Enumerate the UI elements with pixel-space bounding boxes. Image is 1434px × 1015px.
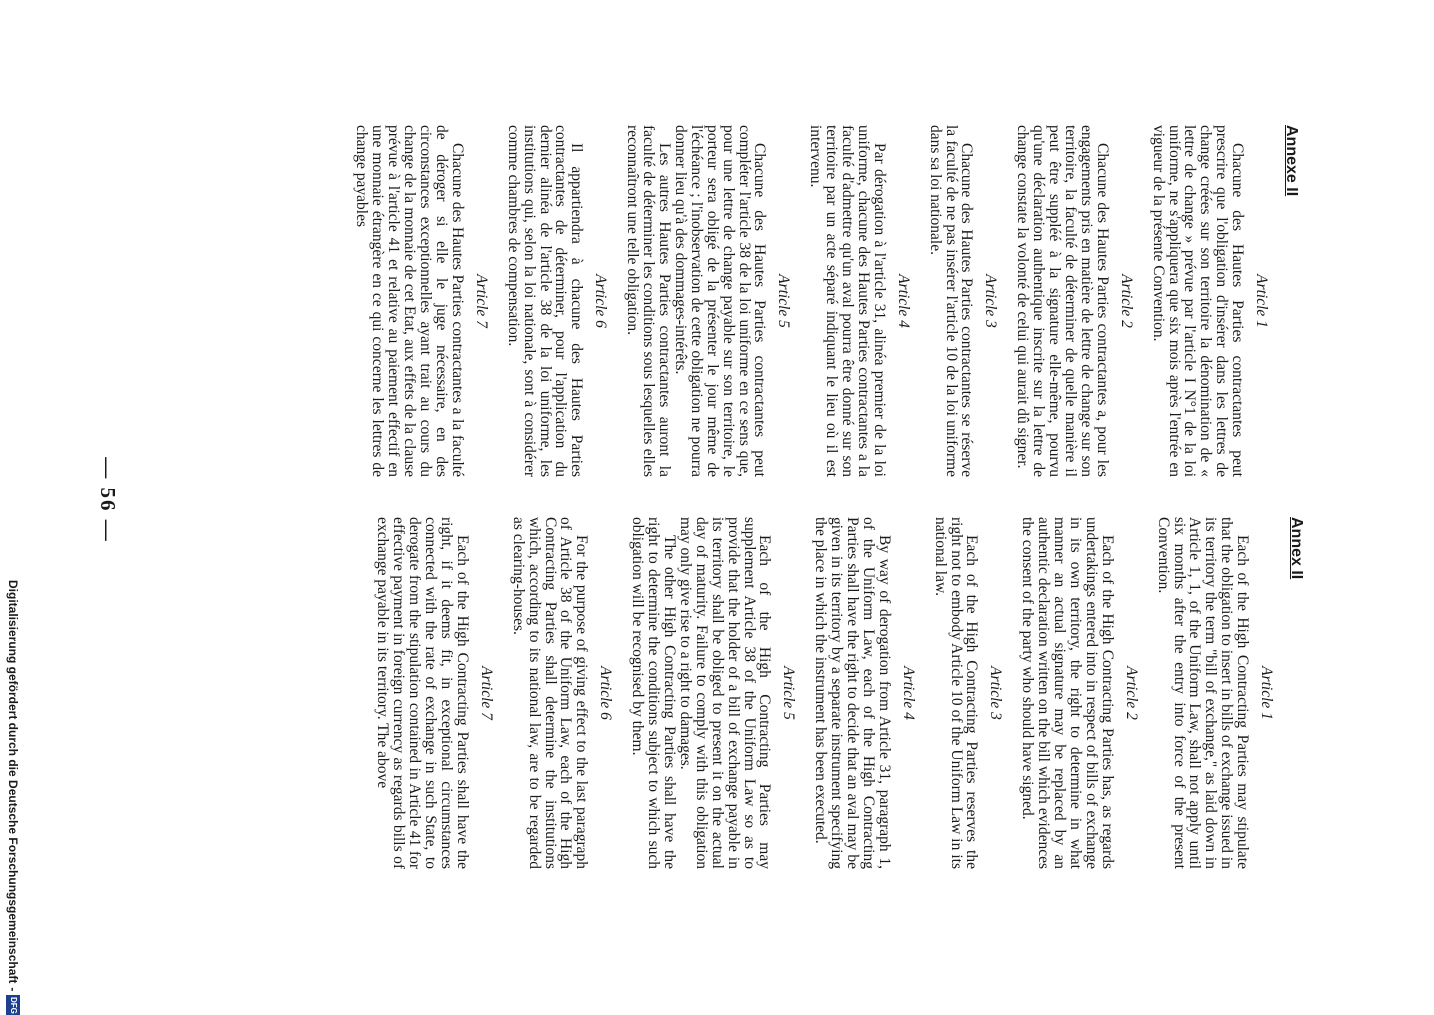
- english-article-5-text-2: The other High Contracting Parties shall have the right to determine the conditions subject to which such obligation will be recognised by them.: [629, 517, 678, 869]
- french-article-1-heading: Article 1: [1253, 274, 1271, 328]
- english-article-7-text: Each of the High Contracting Parties shall have the right, if it deems fit, in exceptional circumstances connected with the rate of exchange in such State, to derogate from the stipulation contained in Article 41 for effective payment in foreign currency as regards bills of exchange payable in its territory. The above: [374, 517, 471, 869]
- english-column: [375, 517, 1305, 869]
- dfg-logo: DFG: [6, 995, 20, 1015]
- french-article-6-text: Il appartiendra à chacune des Hautes Parties contractantes de déterminer, pour l'application du dernier alinéa de l'article 38 de la loi uniforme, les institutions qui, selon la loi nationale, sont à considérer comme chambres de compensation.: [504, 125, 586, 477]
- french-annex-title: Annexe II: [1283, 125, 1300, 197]
- french-article-7-heading: Article 7: [472, 274, 490, 328]
- english-article-4-text: By way of derogation from Article 31, paragraph 1, of the Uniform Law, each of the High Contracting Parties shall have the right to decide that an aval may be given in its territory by a separate instrument specifying the place in which the instrument has been executed.: [812, 517, 893, 869]
- english-article-2-text: Each of the High Contracting Parties has, as regards undertakings entered into in respect of bills of exchange in its own territory, the right to determine in what manner an actual signature may be replaced by an authentic declaration written on the bill which evidences the consent of the party who should have signed.: [1019, 517, 1116, 869]
- french-article-7-text: Chacune des Hautes Parties contractantes a la faculté de déroger si elle le juge nécessaire, en des circonstances exceptionnelles ayant trait au cours du change de la monnaie de cet Etat, aux effets de la clause prévue à l'article 41 et relative au paiement effectif en une monnaie étrangère en ce qui concerne les lettres de change payables: [353, 125, 466, 477]
- english-annex-title: Annex II: [1288, 517, 1305, 580]
- page-number: — 56 —: [96, 457, 120, 543]
- french-article-5-text-2: Les autres Hautes Parties contractantes auront la faculté de déterminer les conditions sous lesquelles elles reconnaîtront une telle obligation.: [624, 125, 673, 477]
- french-article-1-text: Chacune des Hautes Parties contractantes peut prescrire que l'obligation d'insérer dans les lettres de change créées sur son territoire la dénomination de « lettre de change » prévue par l'article I N°1 de la loi uniforme, ne s'appliquera que six mois après l'entrée en vigueur de la présente Convention.: [1149, 125, 1247, 477]
- english-article-6-text: For the purpose of giving effect to the last paragraph of Article 38 of the Uniform Law, each of the High Contracting Parties shall determine the institutions which, according to its national law, are to be regarded as clearing-houses.: [509, 517, 591, 869]
- funding-stamp: Digitalisierung gefördert durch die Deutsche Forschungsgemeinschaft - DFG: [6, 580, 20, 1014]
- french-article-6-heading: Article 6: [592, 274, 610, 328]
- english-article-2-heading: Article 2: [1122, 666, 1140, 720]
- english-article-6-heading: Article 6: [597, 666, 615, 720]
- funding-note: Digitalisierung gefördert durch die Deutsche Forschungsgemeinschaft: [6, 580, 20, 984]
- english-article-5-heading: Article 5: [780, 666, 798, 720]
- english-article-3-text: Each of the High Contracting Parties reserves the right not to embody Article 10 of the Uniform Law in its national law.: [931, 517, 981, 869]
- english-article-1-heading: Article 1: [1258, 666, 1276, 720]
- french-article-5-text: Chacune des Hautes Parties contractantes peut compléter l'article 38 de la loi uniforme en ce sens que, pour une lettre de change payable sur son territoire, le porteur sera obligé de la présenter le jour même de l'échéance ; l'inobservation de cette obligation ne pourra donner lieu qu'à des dommages-intérêts.: [671, 125, 769, 477]
- french-article-2-text: Chacune des Hautes Parties contractantes a, pour les engagements pris en matière de lettre de change sur son territoire, la faculté de déterminer de quelle manière il peut être suppléé à la signature elle-même, pourvu qu'une déclaration authentique inscrite sur la lettre de change constate la volonté de celui qui aurait dû signer.: [1014, 125, 1111, 477]
- french-article-5-heading: Article 5: [775, 274, 793, 328]
- english-article-3-heading: Article 3: [987, 666, 1005, 720]
- french-article-4-text: Par dérogation à l'article 31, alinéa premier de la loi uniforme, chacune des Hautes Parties contractantes a la faculté d'admettre qu'un aval pourra être donné sur son territoire par un acte séparé indiquant le lieu où il est intervenu.: [807, 125, 888, 477]
- english-article-1-text: Each of the High Contracting Parties may stipulate that the obligation to insert in bills of exchange issued in its territory the term "bill of exchange," as laid down in Article 1, 1, of the Uniform Law, shall not apply until six months after the entry into force of the present Convention.: [1154, 517, 1252, 869]
- english-article-4-heading: Article 4: [899, 666, 917, 720]
- french-article-2-heading: Article 2: [1117, 274, 1135, 328]
- french-article-4-heading: Article 4: [894, 274, 912, 328]
- english-article-7-heading: Article 7: [477, 666, 495, 720]
- french-article-3-text: Chacune des Hautes Parties contractantes se réserve la faculté de ne pas insérer l'article 10 de la loi uniforme dans sa loi nationale.: [926, 125, 976, 477]
- french-article-3-heading: Article 3: [982, 274, 1000, 328]
- english-article-5-text: Each of the High Contracting Parties may supplement Article 38 of the Uniform Law so as to provide that the holder of a bill of exchange payable in its territory shall be obliged to present it on the actual day of maturity. Failure to comply with this obligation may only give rise to a right to damages.: [676, 517, 774, 869]
- french-column: [354, 125, 1299, 477]
